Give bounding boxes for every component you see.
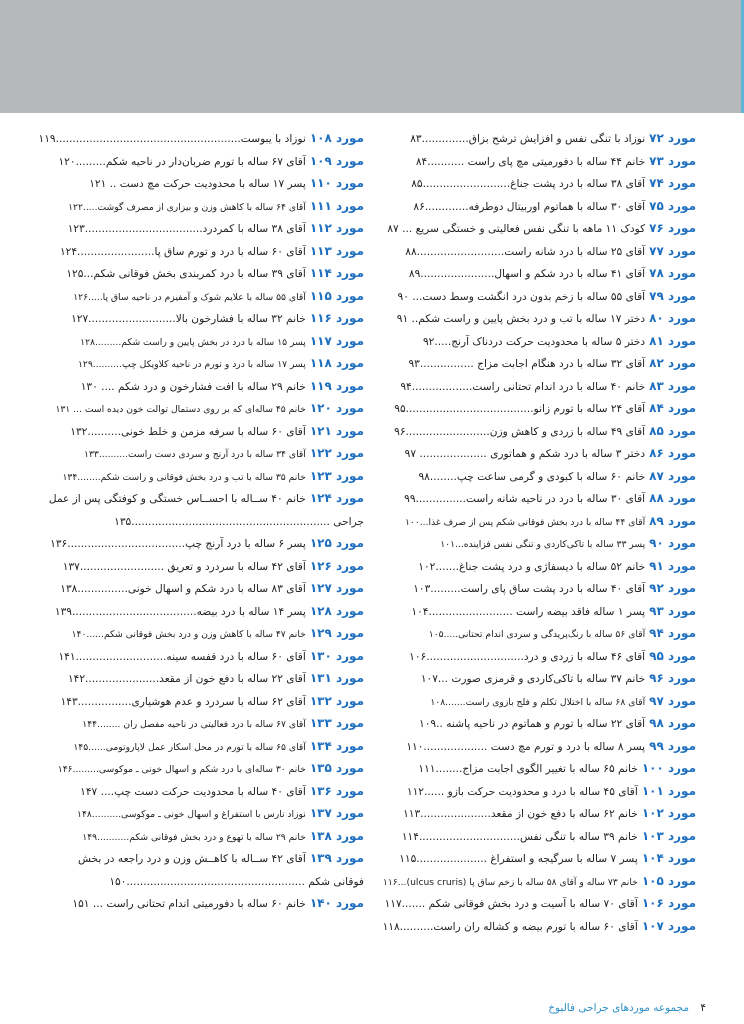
case-title: پسر ۱ ساله فاقد بیضه راست .........................۱۰۴	[411, 605, 646, 618]
case-title: پسر ۸ ساله با درد و تورم مچ دست ...................۱۱۰	[406, 740, 646, 753]
toc-entry	[46, 532, 364, 555]
toc-entry	[46, 307, 364, 330]
case-number-label: مورد ۱۲۲	[309, 446, 364, 460]
toc-entry	[378, 465, 696, 488]
toc-entry	[378, 555, 696, 578]
case-number-label: مورد ۱۱۹	[309, 378, 364, 393]
toc-entry	[378, 735, 696, 758]
case-title: آقای ۳۸ ساله با درد پشت جناغ..........................۸۵	[411, 178, 646, 190]
toc-entry	[46, 645, 364, 668]
toc-entry	[46, 150, 364, 173]
top-banner	[0, 0, 744, 113]
toc-entry	[378, 892, 696, 915]
case-number-label: مورد ۱۲۴	[309, 491, 364, 505]
toc-entry	[46, 690, 364, 713]
case-number-label: مورد ۸۱	[649, 333, 696, 348]
case-number-label: مورد ۷۷	[649, 243, 696, 258]
toc-entry	[46, 825, 364, 848]
case-number-label: مورد ۱۳۳	[309, 716, 364, 730]
toc-entry	[378, 240, 696, 263]
case-number-label: مورد ۱۳۷	[309, 806, 364, 820]
case-number-label: مورد ۱۴۰	[309, 896, 364, 910]
case-title: آقای ۳۹ ساله با درد کمربندی بخش فوقانی شکم...۱۲۵	[66, 268, 306, 280]
case-title: آقای ۳۰ ساله با درد در ناحیه شانه راست...............۹۹	[404, 493, 646, 505]
case-number-label: مورد ۷۸	[649, 266, 696, 280]
case-title: پسر ۳۳ ساله با تاکی‌کاردی و تنگی نفس فزاینده...۱۰۱	[440, 539, 646, 550]
case-number-label: مورد ۱۳۱	[309, 671, 364, 685]
case-title: خانم ۳۵ ساله با تب و درد بخش فوقانی و راست شکم........۱۳۴	[62, 471, 306, 483]
case-number-label: مورد ۱۱۳	[309, 243, 364, 258]
case-title: کودک ۱۱ ماهه با تنگی نفس فعالیتی و خستگی سریع ... ۸۷	[387, 223, 646, 235]
case-title: خانم ۶۲ ساله با دفع خون از مقعد.....................۱۱۳	[403, 808, 638, 820]
case-number-label: مورد ۹۹	[649, 738, 696, 753]
case-title: آقای ۸۳ ساله با درد شکم و اسهال خونی...............۱۳۸	[60, 583, 306, 595]
case-number-label: مورد ۷۳	[649, 153, 696, 168]
case-title: آقای ۴۱ ساله با درد شکم و اسهال......................۸۹	[408, 268, 646, 280]
case-number-label: مورد ۱۰۴	[641, 851, 696, 865]
case-number-label: مورد ۱۳۹	[309, 851, 364, 865]
toc-entry	[46, 442, 364, 465]
case-title: آقای ۶۰ ساله با تورم بیضه و کشاله ران راست..........۱۱۸	[382, 920, 638, 933]
case-number-label: مورد ۸۴	[649, 401, 696, 415]
case-number-label: مورد ۱۱۶	[309, 311, 364, 325]
case-title: آقای ۳۲ ساله با درد هنگام اجابت مزاج ................۹۳	[408, 358, 646, 370]
toc-entry	[378, 127, 696, 150]
toc-entry	[378, 285, 696, 308]
case-title: آقای ۴۹ ساله با زردی و کاهش وزن.........................۹۶	[394, 425, 646, 438]
case-number-label: مورد ۸۷	[649, 468, 696, 483]
case-title: آقای ۶۵ ساله با تورم در محل اسکار عمل لاپاروتومی......۱۴۵	[73, 741, 306, 753]
case-title: خانم ۶۰ ساله با دفورمیتی اندام تحتانی راست ... ۱۵۱	[72, 898, 306, 910]
case-title: آقای ۴۲ ســاله با کاهــش وزن و درد راجعه در بخش فوقانی شکم .....................................................۱۵۰	[78, 853, 364, 888]
case-number-label: مورد ۱۰۶	[641, 896, 696, 910]
page-footer	[548, 1002, 706, 1014]
toc-entry	[378, 487, 696, 510]
case-number-label: مورد ۱۰۵	[641, 873, 696, 888]
case-number-label: مورد ۱۱۴	[309, 266, 364, 280]
case-number-label: مورد ۱۳۵	[309, 761, 364, 775]
case-title: پسر ۱۷ ساله با محدودیت حرکت مچ دست .. ۱۲۱	[89, 178, 306, 190]
toc-entry	[378, 870, 696, 893]
toc-entry	[46, 600, 364, 623]
case-title: پسر ۶ ساله با درد آرنج چپ...................................۱۳۶	[50, 538, 306, 550]
case-number-label: مورد ۸۳	[649, 378, 696, 393]
toc-entry	[46, 420, 364, 443]
case-number-label: مورد ۱۰۱	[641, 783, 696, 798]
case-title: خانم ۳۷ ساله با تاکی‌کاردی و قرمزی صورت ...۱۰۷	[420, 673, 646, 685]
toc-entry	[46, 622, 364, 645]
toc-entry	[46, 802, 364, 825]
case-title: آقای ۶۸ ساله با اختلال تکلم و فلج بازوی راست.......۱۰۸	[430, 696, 646, 708]
case-number-label: مورد ۱۰۸	[309, 131, 364, 145]
case-number-label: مورد ۱۳۶	[309, 783, 364, 798]
case-title: آقای ۲۴ ساله با تورم زانو......................................۹۵	[394, 403, 646, 415]
case-title: خانم ۲۹ ساله با تهوع و درد بخش فوقانی شکم...........۱۴۹	[82, 831, 306, 843]
toc-entry	[46, 712, 364, 735]
toc-entry	[46, 465, 364, 488]
case-number-label: مورد ۱۱۷	[309, 333, 364, 348]
toc-entry	[378, 375, 696, 398]
case-number-label: مورد ۱۲۹	[309, 626, 364, 640]
toc-entry	[46, 375, 364, 398]
case-number-label: مورد ۱۲۵	[309, 536, 364, 550]
case-number-label: مورد ۸۹	[649, 513, 696, 528]
toc-entry	[378, 825, 696, 848]
case-title: خانم ۶۵ ساله با تغییر الگوی اجابت مزاج........۱۱۱	[418, 763, 638, 775]
case-title: خانم ۳۰ ساله‌ای با درد شکم و اسهال خونی ـ موکوسی.........۱۴۶	[57, 764, 306, 775]
case-number-label: مورد ۱۰۷	[641, 918, 696, 933]
case-number-label: مورد ۱۱۰	[309, 176, 364, 190]
case-title: نوزاد با یبوست.......................................................۱۱۹	[38, 133, 306, 145]
case-title: آقای ۶۰ ساله با سرفه مزمن و خلط خونی..........۱۳۲	[70, 425, 306, 438]
toc-column-right	[378, 127, 696, 937]
case-title: آقای ۵۵ ساله با علایم شوک و آمفیزم در ناحیه ساق پا.....۱۲۶	[73, 291, 306, 303]
toc-entry	[46, 577, 364, 600]
book-title: مجموعه موردهای جراحی فالبوخ	[548, 1002, 690, 1014]
toc-entry	[46, 285, 364, 308]
toc-entry	[378, 645, 696, 668]
toc-entry	[46, 555, 364, 578]
toc-entry	[378, 757, 696, 780]
case-title: آقای ۳۴ ساله با درد آرنج و سردی دست راست..........۱۳۳	[84, 449, 306, 460]
toc-entry	[378, 172, 696, 195]
case-title: خانم ۳۲ ساله با فشارخون بالا..........................۱۲۷	[71, 313, 306, 325]
case-title: آقای ۷۰ ساله با آسیت و درد بخش فوقانی شکم .......۱۱۷	[384, 898, 638, 910]
case-title: آقای ۶۷ ساله با درد فعالیتی در ناحیه مفصل ران ........۱۴۴	[82, 719, 306, 730]
case-title: آقای ۴۰ ساله با درد پشت ساق پای راست.........۱۰۳	[413, 583, 646, 595]
case-title: آقای ۲۲ ساله با دفع خون از مقعد......................۱۴۲	[67, 673, 306, 685]
case-number-label: مورد ۹۸	[649, 716, 696, 730]
toc-entry	[46, 892, 364, 915]
case-number-label: مورد ۱۲۳	[309, 468, 364, 483]
case-number-label: مورد ۹۴	[649, 626, 696, 640]
case-number-label: مورد ۱۲۸	[309, 603, 364, 618]
case-number-label: مورد ۹۱	[649, 558, 696, 573]
case-number-label: مورد ۷۶	[649, 221, 696, 235]
case-title: آقای ۴۴ ساله با درد بخش فوقانی شکم پس از صرف غذا...۱۰۰	[404, 516, 646, 528]
case-title: خانم ۳۹ ساله با تنگی نفس..............................۱۱۴	[401, 830, 638, 843]
case-title: آقای ۴۶ ساله با زردی و درد.............................۱۰۶	[409, 650, 646, 663]
toc-entry	[378, 667, 696, 690]
toc-entry	[378, 510, 696, 533]
case-title: آقای ۶۰ ساله با درد قفسه سینه...........................۱۴۱	[58, 650, 306, 663]
case-number-label: مورد ۱۲۷	[309, 581, 364, 595]
case-title: آقای ۴۲ ساله با سردرد و تعریق .........................۱۳۷	[62, 560, 306, 573]
case-number-label: مورد ۹۵	[649, 648, 696, 663]
case-title: خانم ۴۰ ساله با درد اندام تحتانی راست..................۹۴	[400, 380, 646, 393]
toc-entry	[378, 330, 696, 353]
case-number-label: مورد ۹۳	[649, 603, 696, 618]
case-title: آقای ۴۰ ساله با محدودیت حرکت دست چپ.... ۱۴۷	[80, 785, 306, 798]
case-title: آقای ۶۰ ساله با درد و تورم ساق پا.......................۱۲۴	[59, 245, 306, 258]
case-number-label: مورد ۱۲۰	[309, 401, 364, 415]
case-title: آقای ۶۴ ساله با کاهش وزن و بیزاری از مصرف گوشت.....۱۲۲	[68, 201, 306, 213]
toc-entry	[46, 262, 364, 285]
toc-entry	[46, 487, 364, 532]
toc-entry	[378, 262, 696, 285]
case-title: آقای ۲۵ ساله با درد شانه راست..........................۸۸	[405, 245, 646, 258]
case-title: آقای ۴۵ ساله با درد و محدودیت حرکت بازو ......۱۱۲	[406, 785, 638, 798]
case-title: آقای ۵۵ ساله با زخم بدون درد انگشت وسط دست... ۹۰	[397, 290, 646, 303]
case-title: نوزاد با تنگی نفس و افزایش ترشح بزاق..............۸۳	[410, 133, 646, 145]
case-number-label: مورد ۱۰۰	[641, 761, 696, 775]
toc-entry	[46, 172, 364, 195]
case-number-label: مورد ۸۶	[649, 446, 696, 460]
case-title: آقای ۳۰ ساله با هماتوم اوربیتال دوطرفه.............۸۶	[413, 200, 646, 213]
case-number-label: مورد ۱۳۴	[309, 738, 364, 753]
case-number-label: مورد ۱۰۹	[309, 153, 364, 168]
case-title: خانم ۶۰ ساله با کبودی و گرمی ساعت چپ........۹۸	[418, 470, 646, 483]
case-number-label: مورد ۹۰	[649, 536, 696, 550]
case-number-label: مورد ۸۸	[649, 491, 696, 505]
case-title: خانم ۵۲ ساله با دیسفاژی و درد پشت جناغ.......۱۰۲	[418, 560, 646, 573]
case-number-label: مورد ۹۷	[649, 693, 696, 708]
toc-entry	[46, 735, 364, 758]
page-number: ۴	[700, 1002, 706, 1014]
case-number-label: مورد ۷۵	[649, 198, 696, 213]
case-title: آقای ۶۲ ساله با سردرد و عدم هوشیاری................۱۴۳	[60, 695, 306, 708]
case-number-label: مورد ۱۲۶	[309, 558, 364, 573]
case-title: آقای ۵۶ ساله با رنگ‌پریدگی و سردی اندام تحتانی.....۱۰۵	[428, 629, 646, 640]
toc-entry	[378, 420, 696, 443]
toc-entry	[378, 802, 696, 825]
case-number-label: مورد ۸۵	[649, 423, 696, 438]
toc-entry	[378, 442, 696, 465]
case-title: نوزاد نارس با استفراغ و اسهال خونی ـ موکوسی..........۱۴۸	[77, 809, 306, 820]
toc-entry	[46, 240, 364, 263]
toc-entry	[46, 217, 364, 240]
case-title: خانم ۴۴ ساله با دفورمیتی مچ پای راست ...........۸۴	[415, 155, 646, 168]
toc-entry	[46, 757, 364, 780]
case-number-label: مورد ۱۳۸	[309, 828, 364, 843]
case-title: خانم ۴۷ ساله با کاهش وزن و درد بخش فوقانی شکم......۱۴۰	[71, 629, 306, 640]
case-title: آقای ۳۸ ساله با کمردرد...................................۱۲۳	[67, 223, 306, 235]
toc-entry	[378, 195, 696, 218]
case-number-label: مورد ۷۲	[649, 131, 696, 145]
case-title: خانم ۷۳ ساله و آقای ۵۸ ساله با زخم ساق پا (ulcus cruris)...۱۱۶	[382, 876, 638, 888]
case-title: آقای ۲۲ ساله با تورم و هماتوم در ناحیه پاشنه ..۱۰۹	[419, 718, 646, 730]
toc-entry	[378, 600, 696, 623]
toc-entry	[46, 330, 364, 353]
case-number-label: مورد ۱۰۳	[641, 828, 696, 843]
toc-entry	[378, 397, 696, 420]
case-number-label: مورد ۸۲	[649, 356, 696, 370]
case-number-label: مورد ۱۱۸	[309, 356, 364, 370]
toc-entry	[378, 780, 696, 803]
toc-entry	[46, 780, 364, 803]
toc-entry	[38, 127, 364, 150]
toc-entry	[378, 307, 696, 330]
toc-entry	[46, 352, 364, 375]
toc-entry	[46, 397, 364, 420]
case-title: خانم ۴۵ ساله‌ای که بر روی دستمال توالت خون دیده است ... ۱۳۱	[55, 404, 306, 415]
toc-entry	[378, 532, 696, 555]
case-title: خانم ۴۰ ســاله با احســاس خستگی و کوفتگی پس از عمل جراحی ...........................................................۱۳۵	[48, 493, 364, 528]
case-number-label: مورد ۷۴	[649, 176, 696, 190]
toc-entry	[378, 150, 696, 173]
toc-entry	[378, 622, 696, 645]
case-title: پسر ۱۷ ساله با درد و تورم در ناحیه کلاویکل چپ..........۱۲۹	[77, 359, 306, 370]
case-number-label: مورد ۷۹	[649, 288, 696, 303]
case-number-label: مورد ۱۱۵	[309, 288, 364, 303]
case-title: پسر ۷ ساله با سرگیجه و استفراغ .....................۱۱۵	[399, 853, 638, 865]
case-title: خانم ۲۹ ساله با افت فشارخون و درد شکم .... ۱۳۰	[80, 380, 306, 393]
toc-column-left	[38, 127, 364, 915]
toc-entry	[378, 847, 696, 870]
toc-entry	[46, 667, 364, 690]
case-title: دختر ۱۷ ساله با تب و درد بخش پایین و راست شکم.. ۹۱	[396, 313, 646, 325]
toc-entry	[46, 195, 364, 218]
toc-entry	[378, 690, 696, 713]
case-number-label: مورد ۹۶	[649, 671, 696, 685]
case-number-label: مورد ۱۳۲	[309, 693, 364, 708]
case-title: دختر ۵ ساله با محدودیت حرکت دردناک آرنج.....۹۲	[422, 335, 646, 348]
toc-entry	[378, 915, 696, 938]
case-number-label: مورد ۱۱۲	[309, 221, 364, 235]
toc-entry	[378, 577, 696, 600]
case-number-label: مورد ۱۰۲	[641, 806, 696, 820]
case-title: پسر ۱۴ ساله با درد بیضه.....................................۱۳۹	[54, 605, 306, 618]
case-number-label: مورد ۱۲۱	[309, 423, 364, 438]
case-title: دختر ۳ ساله با درد شکم و هماتوری .................... ۹۷	[404, 448, 646, 460]
case-number-label: مورد ۱۳۰	[309, 648, 364, 663]
toc-entry	[378, 712, 696, 735]
case-title: آقای ۶۷ ساله با تورم ضربان‌دار در ناحیه شکم.........۱۲۰	[58, 155, 306, 168]
toc-entry	[46, 847, 364, 892]
case-number-label: مورد ۱۱۱	[309, 198, 364, 213]
case-number-label: مورد ۸۰	[649, 311, 696, 325]
case-number-label: مورد ۹۲	[649, 581, 696, 595]
toc-entry	[378, 217, 696, 240]
case-title: پسر ۱۵ ساله با درد در بخش پایین و راست شکم.........۱۲۸	[80, 336, 306, 348]
toc-entry	[378, 352, 696, 375]
